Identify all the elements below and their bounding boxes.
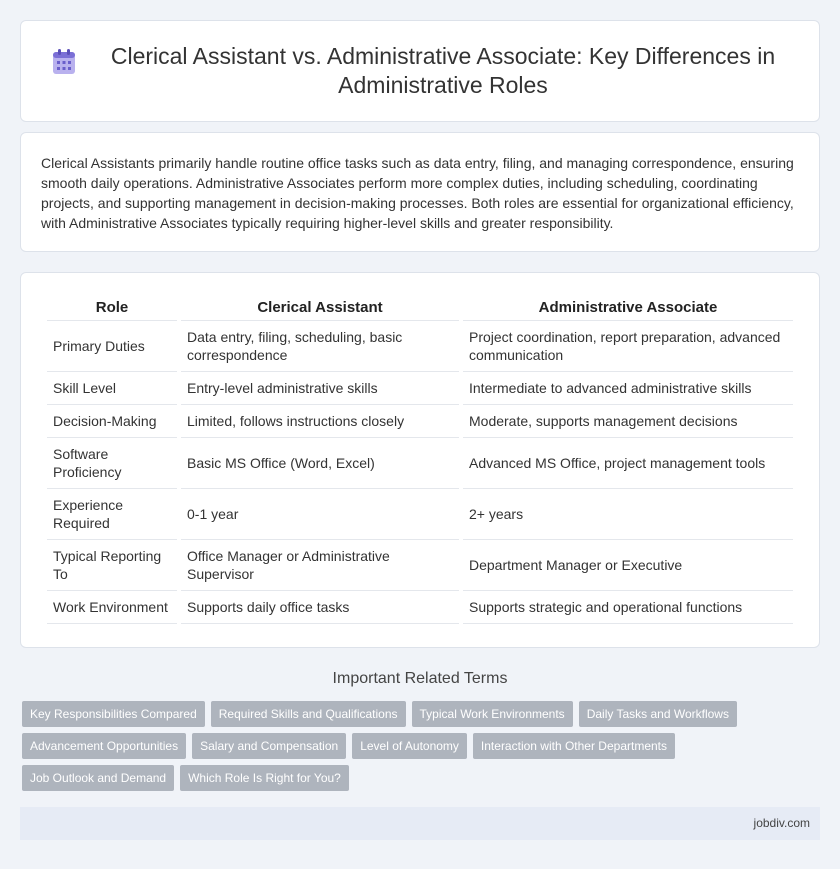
tag-autonomy[interactable]: Level of Autonomy <box>352 733 467 759</box>
page-title: Clerical Assistant vs. Administrative Associate: Key Differences in Administrative Roles <box>110 43 776 98</box>
row-label: Typical Reporting To <box>47 540 177 591</box>
header-role: Role <box>47 293 177 321</box>
related-terms-tags <box>22 701 820 797</box>
clerical-cell: Data entry, filing, scheduling, basic correspondence <box>181 321 459 372</box>
tag-key-responsibilities[interactable]: Key Responsibilities Compared <box>22 701 205 727</box>
calendar-icon <box>51 48 77 76</box>
associate-cell: Department Manager or Executive <box>463 540 793 591</box>
clerical-cell: Basic MS Office (Word, Excel) <box>181 438 459 489</box>
tag-work-environments[interactable]: Typical Work Environments <box>412 701 573 727</box>
tag-advancement[interactable]: Advancement Opportunities <box>22 733 186 759</box>
tag-salary[interactable]: Salary and Compensation <box>192 733 346 759</box>
row-label: Experience Required <box>47 489 177 540</box>
table-row <box>47 591 793 624</box>
row-label: Skill Level <box>47 372 177 405</box>
row-label: Work Environment <box>47 591 177 624</box>
header-administrative-associate: Administrative Associate <box>463 293 793 321</box>
clerical-cell: Limited, follows instructions closely <box>181 405 459 438</box>
row-label: Decision-Making <box>47 405 177 438</box>
associate-cell: 2+ years <box>463 489 793 540</box>
associate-cell: Project coordination, report preparation, advanced communication <box>463 321 793 372</box>
header-card <box>20 20 820 122</box>
intro-text: Clerical Assistants primarily handle routine office tasks such as data entry, filing, and managing correspondence, ensuring smooth daily operations. Administrative Associates perform more complex duties, including scheduling, coordinating projects, and supporting management in decision-making processes. Both roles are essential for organizational efficiency, with Administrative Associates typically requiring higher-level skills and greater responsibility. <box>41 155 794 231</box>
table-row <box>47 405 793 438</box>
associate-cell: Advanced MS Office, project management tools <box>463 438 793 489</box>
tag-job-outlook[interactable]: Job Outlook and Demand <box>22 765 174 791</box>
intro-card <box>20 132 820 252</box>
table-row <box>47 540 793 591</box>
clerical-cell: 0-1 year <box>181 489 459 540</box>
header-clerical-assistant: Clerical Assistant <box>181 293 459 321</box>
tag-which-role[interactable]: Which Role Is Right for You? <box>180 765 349 791</box>
row-label: Software Proficiency <box>47 438 177 489</box>
associate-cell: Intermediate to advanced administrative skills <box>463 372 793 405</box>
associate-cell: Supports strategic and operational functions <box>463 591 793 624</box>
tag-interaction[interactable]: Interaction with Other Departments <box>473 733 675 759</box>
table-row <box>47 489 793 540</box>
row-label: Primary Duties <box>47 321 177 372</box>
table-row <box>47 321 793 372</box>
table-row <box>47 372 793 405</box>
table-row <box>47 438 793 489</box>
tag-daily-tasks[interactable]: Daily Tasks and Workflows <box>579 701 737 727</box>
associate-cell: Moderate, supports management decisions <box>463 405 793 438</box>
comparison-card <box>20 272 820 648</box>
footer <box>20 807 820 840</box>
related-terms-title: Important Related Terms <box>332 670 508 687</box>
comparison-table <box>43 293 797 624</box>
clerical-cell: Office Manager or Administrative Supervisor <box>181 540 459 591</box>
footer-site-link[interactable]: jobdiv.com <box>753 816 810 830</box>
table-header-row <box>47 293 793 321</box>
clerical-cell: Supports daily office tasks <box>181 591 459 624</box>
clerical-cell: Entry-level administrative skills <box>181 372 459 405</box>
tag-required-skills[interactable]: Required Skills and Qualifications <box>211 701 406 727</box>
